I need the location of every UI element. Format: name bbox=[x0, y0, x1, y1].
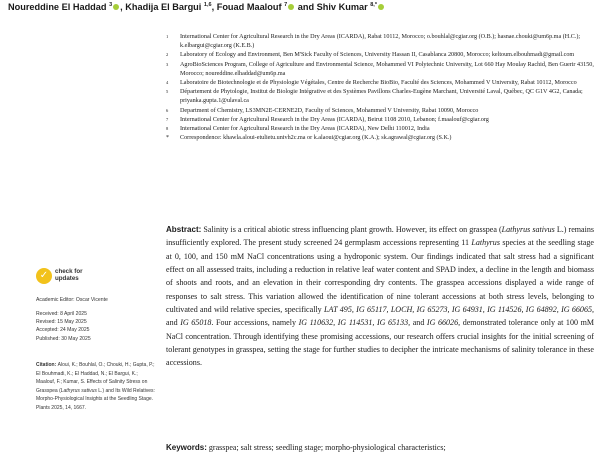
orcid-icon[interactable] bbox=[378, 4, 384, 10]
revised-date: Revised: 15 May 2025 bbox=[36, 319, 87, 326]
orcid-icon[interactable] bbox=[288, 4, 294, 10]
author-affil-sup: 1,6 bbox=[203, 2, 212, 8]
keywords-label: Keywords: bbox=[166, 443, 207, 452]
and-word: and bbox=[297, 2, 315, 13]
affiliation-text: International Center for Agricultural Research in the Dry Areas (ICARDA), Rabat 10112, Morocco; o.bouhlal@cgiar.org (O.B.); hasnae.chouki@um6p.ma (H.C.); k.elbargui@cgiar.org (K.E.B.) bbox=[180, 34, 581, 50]
affiliation-item bbox=[166, 33, 594, 51]
author-affil-sup: 7 bbox=[284, 2, 288, 8]
author-line bbox=[8, 2, 598, 12]
affiliation-number: 1 bbox=[166, 34, 169, 39]
check-for-updates-badge[interactable] bbox=[36, 266, 96, 288]
affiliation-number: 7 bbox=[166, 116, 169, 122]
affiliation-item bbox=[166, 88, 594, 106]
citation-label: Citation: bbox=[36, 362, 58, 368]
affiliation-text: Laboratoire de Biotechnologie et de Physiologie Végétales, Centre de Recherche BioBio, Faculté des Sciences, Mohammed V University, Rabat 10112, Morocco bbox=[180, 80, 577, 87]
affiliation-text: Laboratory of Ecology and Environment, Ben M'Sick Faculty of Sciences, University Hassan II, Casablanca 20800, Morocco; keltoum.elbouhmadi@gmail.com bbox=[180, 52, 575, 59]
affiliation-item bbox=[166, 116, 594, 125]
affiliation-number: 6 bbox=[166, 107, 169, 113]
abstract-text: species at the seedling stage at 0, 100, and 150 mM NaCl concentrations using a hydroponic system. Our findings indicated that salt stress had a significant effect on all assessed traits, including a reduction in relative leaf water content and SPAD index, a decline in the length and biomass of shoots and roots, and an elevation in their corresponding dry contents. The grasspea accessions displayed a wide range of responses to salt stress. This variation allowed the identification of nine tolerant accessions at both stress levels, belonging to cultivated and wild relative species, specifically bbox=[166, 238, 594, 315]
affiliation-item bbox=[166, 51, 594, 60]
abstract-text: . Four accessions, namely bbox=[211, 318, 299, 328]
author-name[interactable]: Shiv Kumar bbox=[316, 2, 368, 13]
badge-line: check for bbox=[55, 268, 83, 275]
check-updates-icon: ✓ bbox=[36, 268, 52, 284]
separator: , bbox=[120, 2, 123, 13]
abstract-italic: Lathyrus bbox=[471, 238, 500, 248]
author-name[interactable]: Khadija El Bargui bbox=[125, 2, 202, 13]
abstract bbox=[166, 223, 594, 370]
abstract-italic: IG 66026 bbox=[426, 318, 459, 328]
keywords bbox=[166, 441, 594, 454]
author-affil-sup: 8,* bbox=[370, 2, 377, 8]
affiliation-text: Département de Phytologie, Institut de Biologie Intégrative et des Systèmes Pavillons Charles-Eugène Marchant, Université Laval, Québec, QC G1V 4G2, Canada; priyanka.gupta.1@ulaval.ca bbox=[180, 89, 583, 105]
affiliation-number: 3 bbox=[166, 61, 169, 67]
accepted-date: Accepted: 24 May 2025 bbox=[36, 327, 90, 334]
abstract-text: , demonstrated tolerance only at 100 mM NaCl concentration. Through identifying these promising accessions, our research offers crucial insights for the initial screening of tolerant genotypes in grasspea, setting the stage for further studies to decipher the intricate mechanisms of salinity tolerance in these accessions. bbox=[166, 318, 594, 368]
badge-text bbox=[55, 269, 83, 282]
author-name[interactable]: Fouad Maalouf bbox=[216, 2, 282, 13]
affiliation-number: 4 bbox=[166, 80, 169, 86]
abstract-text: Salinity is a critical abiotic stress influencing plant growth. However, its effect on grasspea ( bbox=[203, 225, 502, 234]
affiliations-list bbox=[166, 33, 594, 143]
affiliation-text: AgroBioSciences Program, College of Agriculture and Environmental Science, Mohammed VI Polytechnic University, Lot 660 Hay Moulay Rachid, Ben Guerir 43150, Morocco; noureddine.elhaddad@um6p.ma bbox=[180, 61, 594, 77]
citation-latin: Lathyrus sativus bbox=[60, 387, 97, 394]
separator: , bbox=[211, 2, 215, 13]
correspondence-item bbox=[166, 134, 594, 143]
abstract-text: and bbox=[410, 318, 427, 328]
author-name[interactable]: Noureddine El Haddad bbox=[8, 2, 107, 13]
citation-text: Aloui, K.; Bouhlal, O.; Chouki, H.; Gupta, P.; El Bouhmadi, K.; El Haddad, N.; El Bargui, K.; Maalouf, F.; Kumar, S. Effects of Salinity Stress on Grasspea ( bbox=[36, 362, 155, 394]
affiliation-text: Department of Chemistry, LS3MN2E-CERNE2D, Faculty of Sciences, Mohammed V University, Rabat 10090, Morocco bbox=[180, 107, 479, 114]
keywords-text: grasspea; salt stress; seedling stage; morpho-physiological characteristics; bbox=[208, 443, 446, 452]
academic-editor bbox=[36, 296, 156, 304]
affiliation-text: International Center for Agricultural Research in the Dry Areas (ICARDA), New Delhi 110012, India bbox=[180, 126, 430, 133]
affiliation-number: 8 bbox=[166, 126, 169, 132]
affiliation-number: 5 bbox=[166, 89, 169, 95]
badge-line: updates bbox=[55, 274, 79, 282]
citation-end: L.) and Its Wild Relatives: Morpho-Physiological Insights at the Seedling Stage. Plants 2025, 14, 1667. bbox=[36, 387, 155, 411]
affiliation-item bbox=[166, 61, 594, 79]
correspondence-text[interactable]: Correspondence: khawla.aloui-etulietu.univh2c.ma or k.alaoui@cgiar.org (K.A.); sk.agrawal@cgiar.org (S.K.) bbox=[180, 135, 452, 142]
author-affil-sup: 3 bbox=[109, 2, 113, 8]
affiliation-item bbox=[166, 107, 594, 116]
affiliation-item bbox=[166, 79, 594, 88]
abstract-text: L.) remains insufficiently explored. The present study screened 24 germplasm accessions representing 11 bbox=[166, 225, 594, 248]
dates-block bbox=[36, 310, 156, 343]
citation-block bbox=[36, 361, 156, 412]
affiliation-number: 2 bbox=[166, 52, 169, 58]
orcid-icon[interactable] bbox=[113, 4, 119, 10]
affiliation-text: International Center for Agricultural Research in the Dry Areas (ICARDA), Beirut 1108 2010, Lebanon; f.maalouf@cgiar.org bbox=[180, 116, 489, 123]
published-date: Published: 30 May 2025 bbox=[36, 335, 91, 342]
affiliation-item bbox=[166, 125, 594, 134]
abstract-text: and bbox=[166, 318, 181, 328]
abstract-label: Abstract: bbox=[166, 225, 202, 234]
abstract-italic: LAT 495, IG 65117, LOCH, IG 65273, IG 64931, IG 114526, IG 64892, IG 66065, bbox=[324, 305, 594, 315]
academic-editor-text: Academic Editor: Oscar Vicente bbox=[36, 297, 108, 303]
abstract-italic: IG 65018 bbox=[180, 318, 212, 328]
abstract-italic: IG 110632, IG 114531, IG 65133, bbox=[298, 318, 411, 328]
abstract-italic: Lathyrus sativus bbox=[501, 225, 555, 234]
received-date: Received: 8 April 2025 bbox=[36, 311, 87, 317]
affiliation-number: * bbox=[166, 135, 169, 142]
